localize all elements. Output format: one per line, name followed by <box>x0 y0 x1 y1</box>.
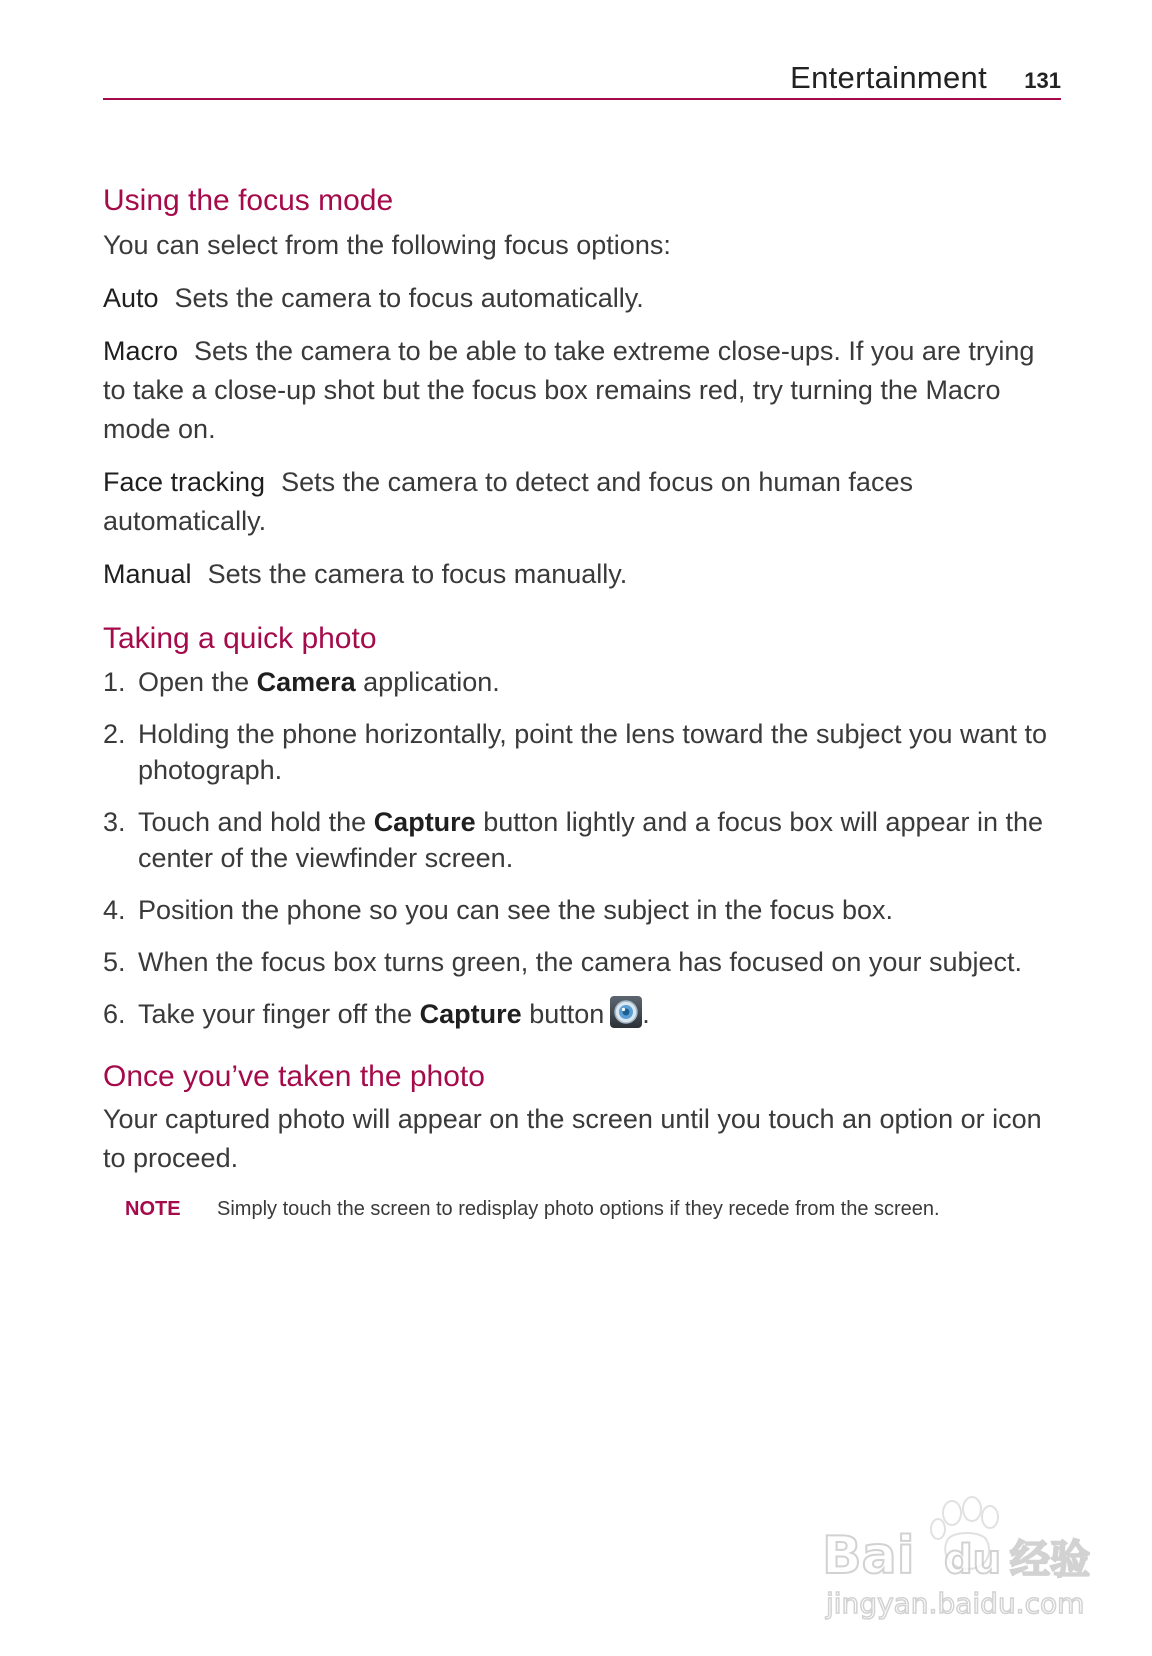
list-item <box>103 944 1063 980</box>
heading-once-taken: Once you’ve taken the photo <box>103 1060 485 1093</box>
option-desc: Sets the camera to focus manually. <box>207 559 628 589</box>
heading-focus-mode: Using the focus mode <box>103 184 394 217</box>
option-desc: Sets the camera to be able to take extreme close-ups. If you are trying to take a close-up shot but the focus box remains red, try turning the Macro mode on. <box>103 336 1035 444</box>
svg-text:du: du <box>944 1537 1002 1583</box>
step-number: 2. <box>103 719 126 749</box>
option-desc: Sets the camera to focus automatically. <box>174 283 644 313</box>
list-item <box>103 996 1063 1032</box>
step-ui-term: Camera <box>256 667 356 697</box>
note-label: NOTE <box>125 1198 181 1220</box>
steps-list <box>103 664 1063 1032</box>
step-text: Holding the phone horizontally, point the lens toward the subject you want to photograph. <box>138 719 1048 785</box>
header-divider <box>103 98 1061 100</box>
focus-option-manual <box>103 555 1063 594</box>
step-text-end: . <box>642 999 650 1029</box>
step-number: 1. <box>103 667 126 697</box>
step-text-post: button <box>521 999 605 1029</box>
step-number: 6. <box>103 999 126 1029</box>
svg-text:经验: 经验 <box>1010 1537 1090 1583</box>
option-term: Face tracking <box>103 467 266 497</box>
step-text-post: application. <box>355 667 500 697</box>
step-text-pre: Open the <box>138 667 257 697</box>
step-text-post: button lightly and a focus box will appear in the center of the viewfinder screen. <box>138 807 1044 873</box>
once-taken-body: Your captured photo will appear on the screen until you touch an option or icon to proceed. <box>103 1104 1042 1173</box>
option-term: Manual <box>103 559 192 589</box>
step-text: When the focus box turns green, the camera has focused on your subject. <box>138 947 1022 977</box>
option-term: Macro <box>103 336 179 366</box>
step-text: Position the phone so you can see the subject in the focus box. <box>138 895 893 925</box>
step-number: 4. <box>103 895 126 925</box>
option-term: Auto <box>103 283 159 313</box>
focus-option-auto <box>103 279 1063 318</box>
step-text-pre: Take your finger off the <box>138 999 420 1029</box>
baidu-watermark-logo <box>820 1495 1110 1625</box>
page-content <box>103 178 1063 1224</box>
heading-quick-photo: Taking a quick photo <box>103 622 377 655</box>
step-number: 5. <box>103 947 126 977</box>
svg-text:jingyan.baidu.com: jingyan.baidu.com <box>826 1587 1085 1620</box>
note-text: Simply touch the screen to redisplay photo options if they recede from the screen. <box>217 1198 940 1220</box>
step-text-pre: Touch and hold the <box>138 807 374 837</box>
focus-intro: You can select from the following focus options: <box>103 230 671 260</box>
list-item <box>103 892 1063 928</box>
svg-text:Bai: Bai <box>822 1526 915 1586</box>
page-number: 131 <box>1024 68 1061 93</box>
note-block <box>103 1194 1063 1224</box>
header-section-title: Entertainment <box>790 60 987 95</box>
step-ui-term: Capture <box>419 999 522 1029</box>
list-item <box>103 664 1063 700</box>
step-ui-term: Capture <box>373 807 476 837</box>
focus-option-face-tracking <box>103 463 1063 541</box>
list-item <box>103 716 1063 788</box>
option-desc: Sets the camera to detect and focus on human faces automatically. <box>103 467 913 536</box>
step-number: 3. <box>103 807 126 837</box>
focus-option-macro <box>103 332 1063 449</box>
list-item <box>103 804 1063 876</box>
camera-capture-icon <box>610 996 642 1028</box>
page-header <box>103 56 1061 102</box>
